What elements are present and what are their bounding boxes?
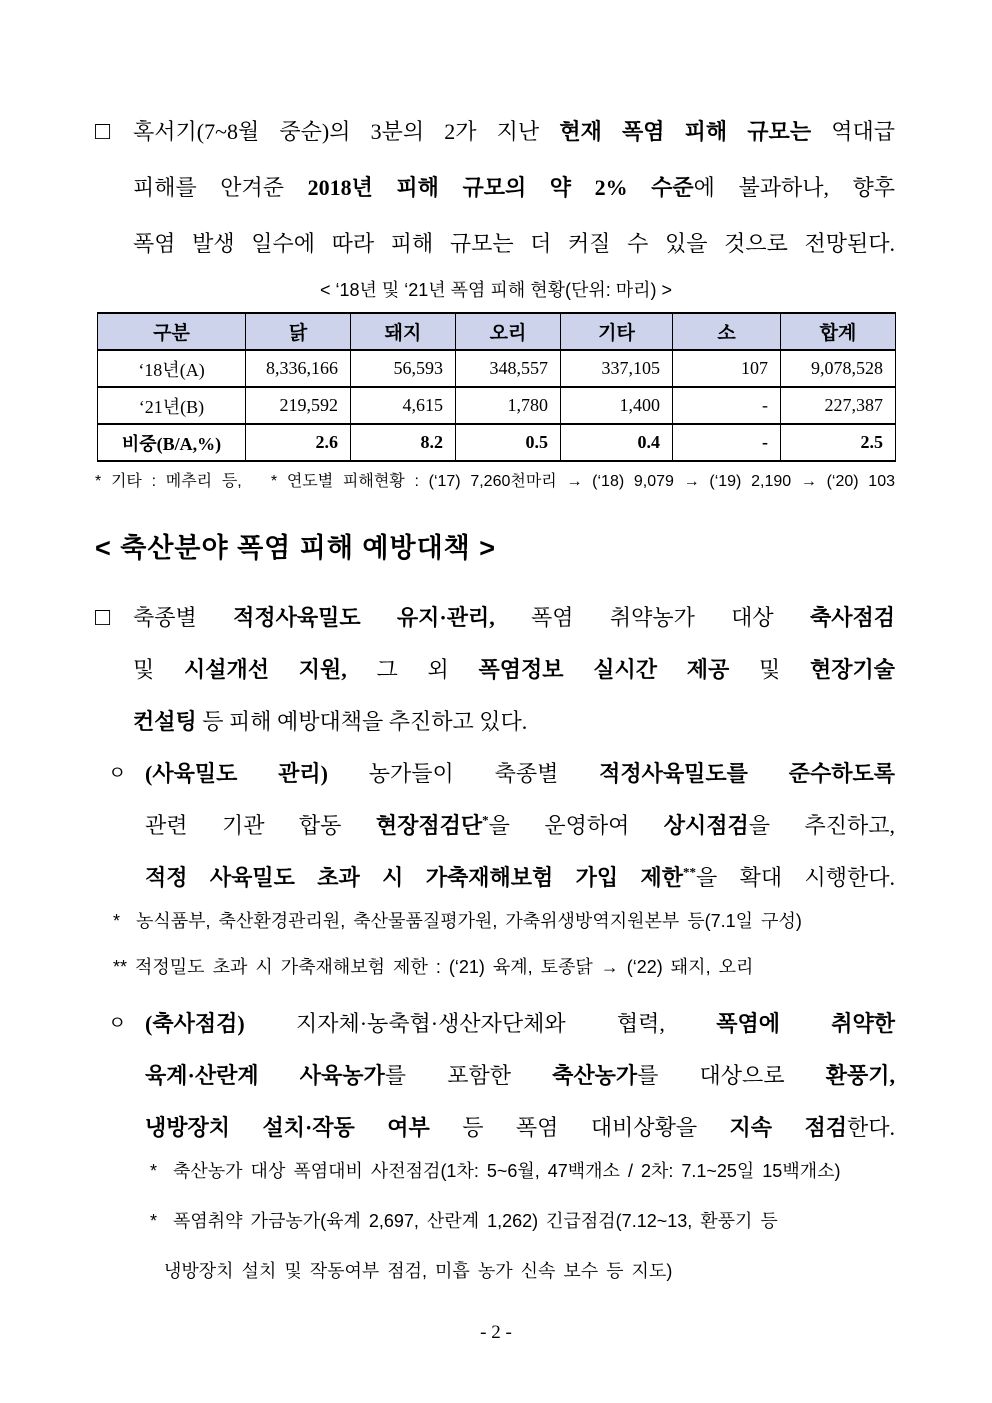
text-line: * 농식품부, 축산환경관리원, 축산물품질평가원, 가축위생방역지원본부 등(7.1일 구성) <box>113 911 802 931</box>
text-line: 냉방장치 설치·작동 여부 등 폭염 대비상황을 지속 점검한다. <box>145 1115 895 1140</box>
measures-paragraph <box>95 592 895 748</box>
density-item <box>108 748 895 904</box>
table-cell: 4,615 <box>351 387 456 424</box>
measures-paragraph-lines <box>133 592 895 748</box>
text-line: (사육밀도 관리) 농가들이 축종별 적정사육밀도를 준수하도록 <box>145 761 896 786</box>
table-cell: 56,593 <box>351 350 456 387</box>
text-line: 축종별 적정사육밀도 유지·관리, 폭염 취약농가 대상 축사점검 <box>133 605 895 630</box>
table-cell: 2.5 <box>781 424 896 461</box>
overview-paragraph-lines <box>133 104 895 272</box>
column-header: 구분 <box>98 313 246 350</box>
text-line: 냉방장치 설치 및 작동여부 점검, 미흡 농가 신속 보수 등 지도) <box>164 1261 673 1281</box>
inspection-item <box>108 998 895 1154</box>
square-bullet-icon: □ <box>95 118 111 145</box>
text-line: 컨설팅 등 피해 예방대책을 추진하고 있다. <box>133 709 528 734</box>
table-cell: 0.5 <box>456 424 561 461</box>
damage-table-header-row <box>98 313 896 350</box>
column-header: 합계 <box>781 313 896 350</box>
column-header: 기타 <box>561 313 673 350</box>
text-line: 적정 사육밀도 초과 시 가축재해보험 가입 제한**을 확대 시행한다. <box>145 864 895 890</box>
column-header: 오리 <box>456 313 561 350</box>
inspection-item-lines <box>145 998 895 1154</box>
density-footnotes <box>113 898 905 990</box>
table-cell: - <box>673 387 781 424</box>
overview-paragraph <box>95 104 895 272</box>
table-cell: 219,592 <box>246 387 351 424</box>
table-cell: 1,780 <box>456 387 561 424</box>
text-line: * 축산농가 대상 폭염대비 사전점검(1차: 5~6월, 47백개소 / 2차: 7.1~25일 15백개소) <box>150 1161 841 1181</box>
table-cell: 337,105 <box>561 350 673 387</box>
text-line: ** 적정밀도 초과 시 가축재해보험 제한 : (‘21) 육계, 토종닭 → (‘22) 돼지, 오리 <box>113 957 754 977</box>
table-cell: 348,557 <box>456 350 561 387</box>
text-line: * 폭염취약 가금농가(육계 2,697, 산란계 1,262) 긴급점검(7.12~13, 환풍기 등 <box>150 1211 778 1231</box>
damage-table <box>97 312 896 462</box>
text-line: 육계·산란계 사육농가를 포함한 축산농가를 대상으로 환풍기, <box>145 1063 895 1088</box>
row-label: 비중(B/A,%) <box>98 424 246 461</box>
table-cell: - <box>673 424 781 461</box>
table-row <box>98 350 896 387</box>
table-row <box>98 387 896 424</box>
square-bullet-icon: □ <box>95 604 111 631</box>
circle-bullet-icon: ㅇ <box>108 1013 127 1034</box>
table-cell: 0.4 <box>561 424 673 461</box>
section-heading: < 축산분야 폭염 피해 예방대책 > <box>95 533 497 563</box>
table-cell: 107 <box>673 350 781 387</box>
row-label: ‘21년(B) <box>98 387 246 424</box>
table-caption: < ‘18년 및 ‘21년 폭염 피해 현황(단위: 마리) > <box>319 280 673 300</box>
text-line: (축사점검) 지자체·농축협·생산자단체와 협력, 폭염에 취약한 <box>145 1011 895 1036</box>
column-header: 소 <box>673 313 781 350</box>
table-footnote: * 기타 : 메추리 등, * 연도별 피해현황 : (‘17) 7,260천마리 → (‘18) 9,079 → (‘19) 2,190 → (‘20) 103 <box>95 473 895 490</box>
text-line: 및 시설개선 지원, 그 외 폭염정보 실시간 제공 및 현장기술 <box>133 657 895 682</box>
damage-table-wrap <box>97 312 896 462</box>
text-line: 피해를 안겨준 2018년 피해 규모의 약 2% 수준에 불과하나, 향후 <box>133 175 896 200</box>
table-cell: 1,400 <box>561 387 673 424</box>
table-cell: 9,078,528 <box>781 350 896 387</box>
row-label: ‘18년(A) <box>98 350 246 387</box>
density-item-lines <box>145 748 895 904</box>
table-cell: 8,336,166 <box>246 350 351 387</box>
text-line: 관련 기관 합동 현장점검단*을 운영하여 상시점검을 추진하고, <box>145 812 896 838</box>
text-line: 폭염 발생 일수에 따라 피해 규모는 더 커질 수 있을 것으로 전망된다. <box>133 231 895 256</box>
table-cell: 2.6 <box>246 424 351 461</box>
page-number: - 2 - <box>480 1322 512 1343</box>
table-row <box>98 424 896 461</box>
column-header: 닭 <box>246 313 351 350</box>
table-cell: 8.2 <box>351 424 456 461</box>
circle-bullet-icon: ㅇ <box>108 763 127 784</box>
damage-table-body <box>98 350 896 461</box>
text-line: 혹서기(7~8월 중순)의 3분의 2가 지난 현재 폭염 피해 규모는 역대급 <box>133 119 895 144</box>
table-cell: 227,387 <box>781 387 896 424</box>
column-header: 돼지 <box>351 313 456 350</box>
inspection-footnotes <box>150 1146 908 1296</box>
